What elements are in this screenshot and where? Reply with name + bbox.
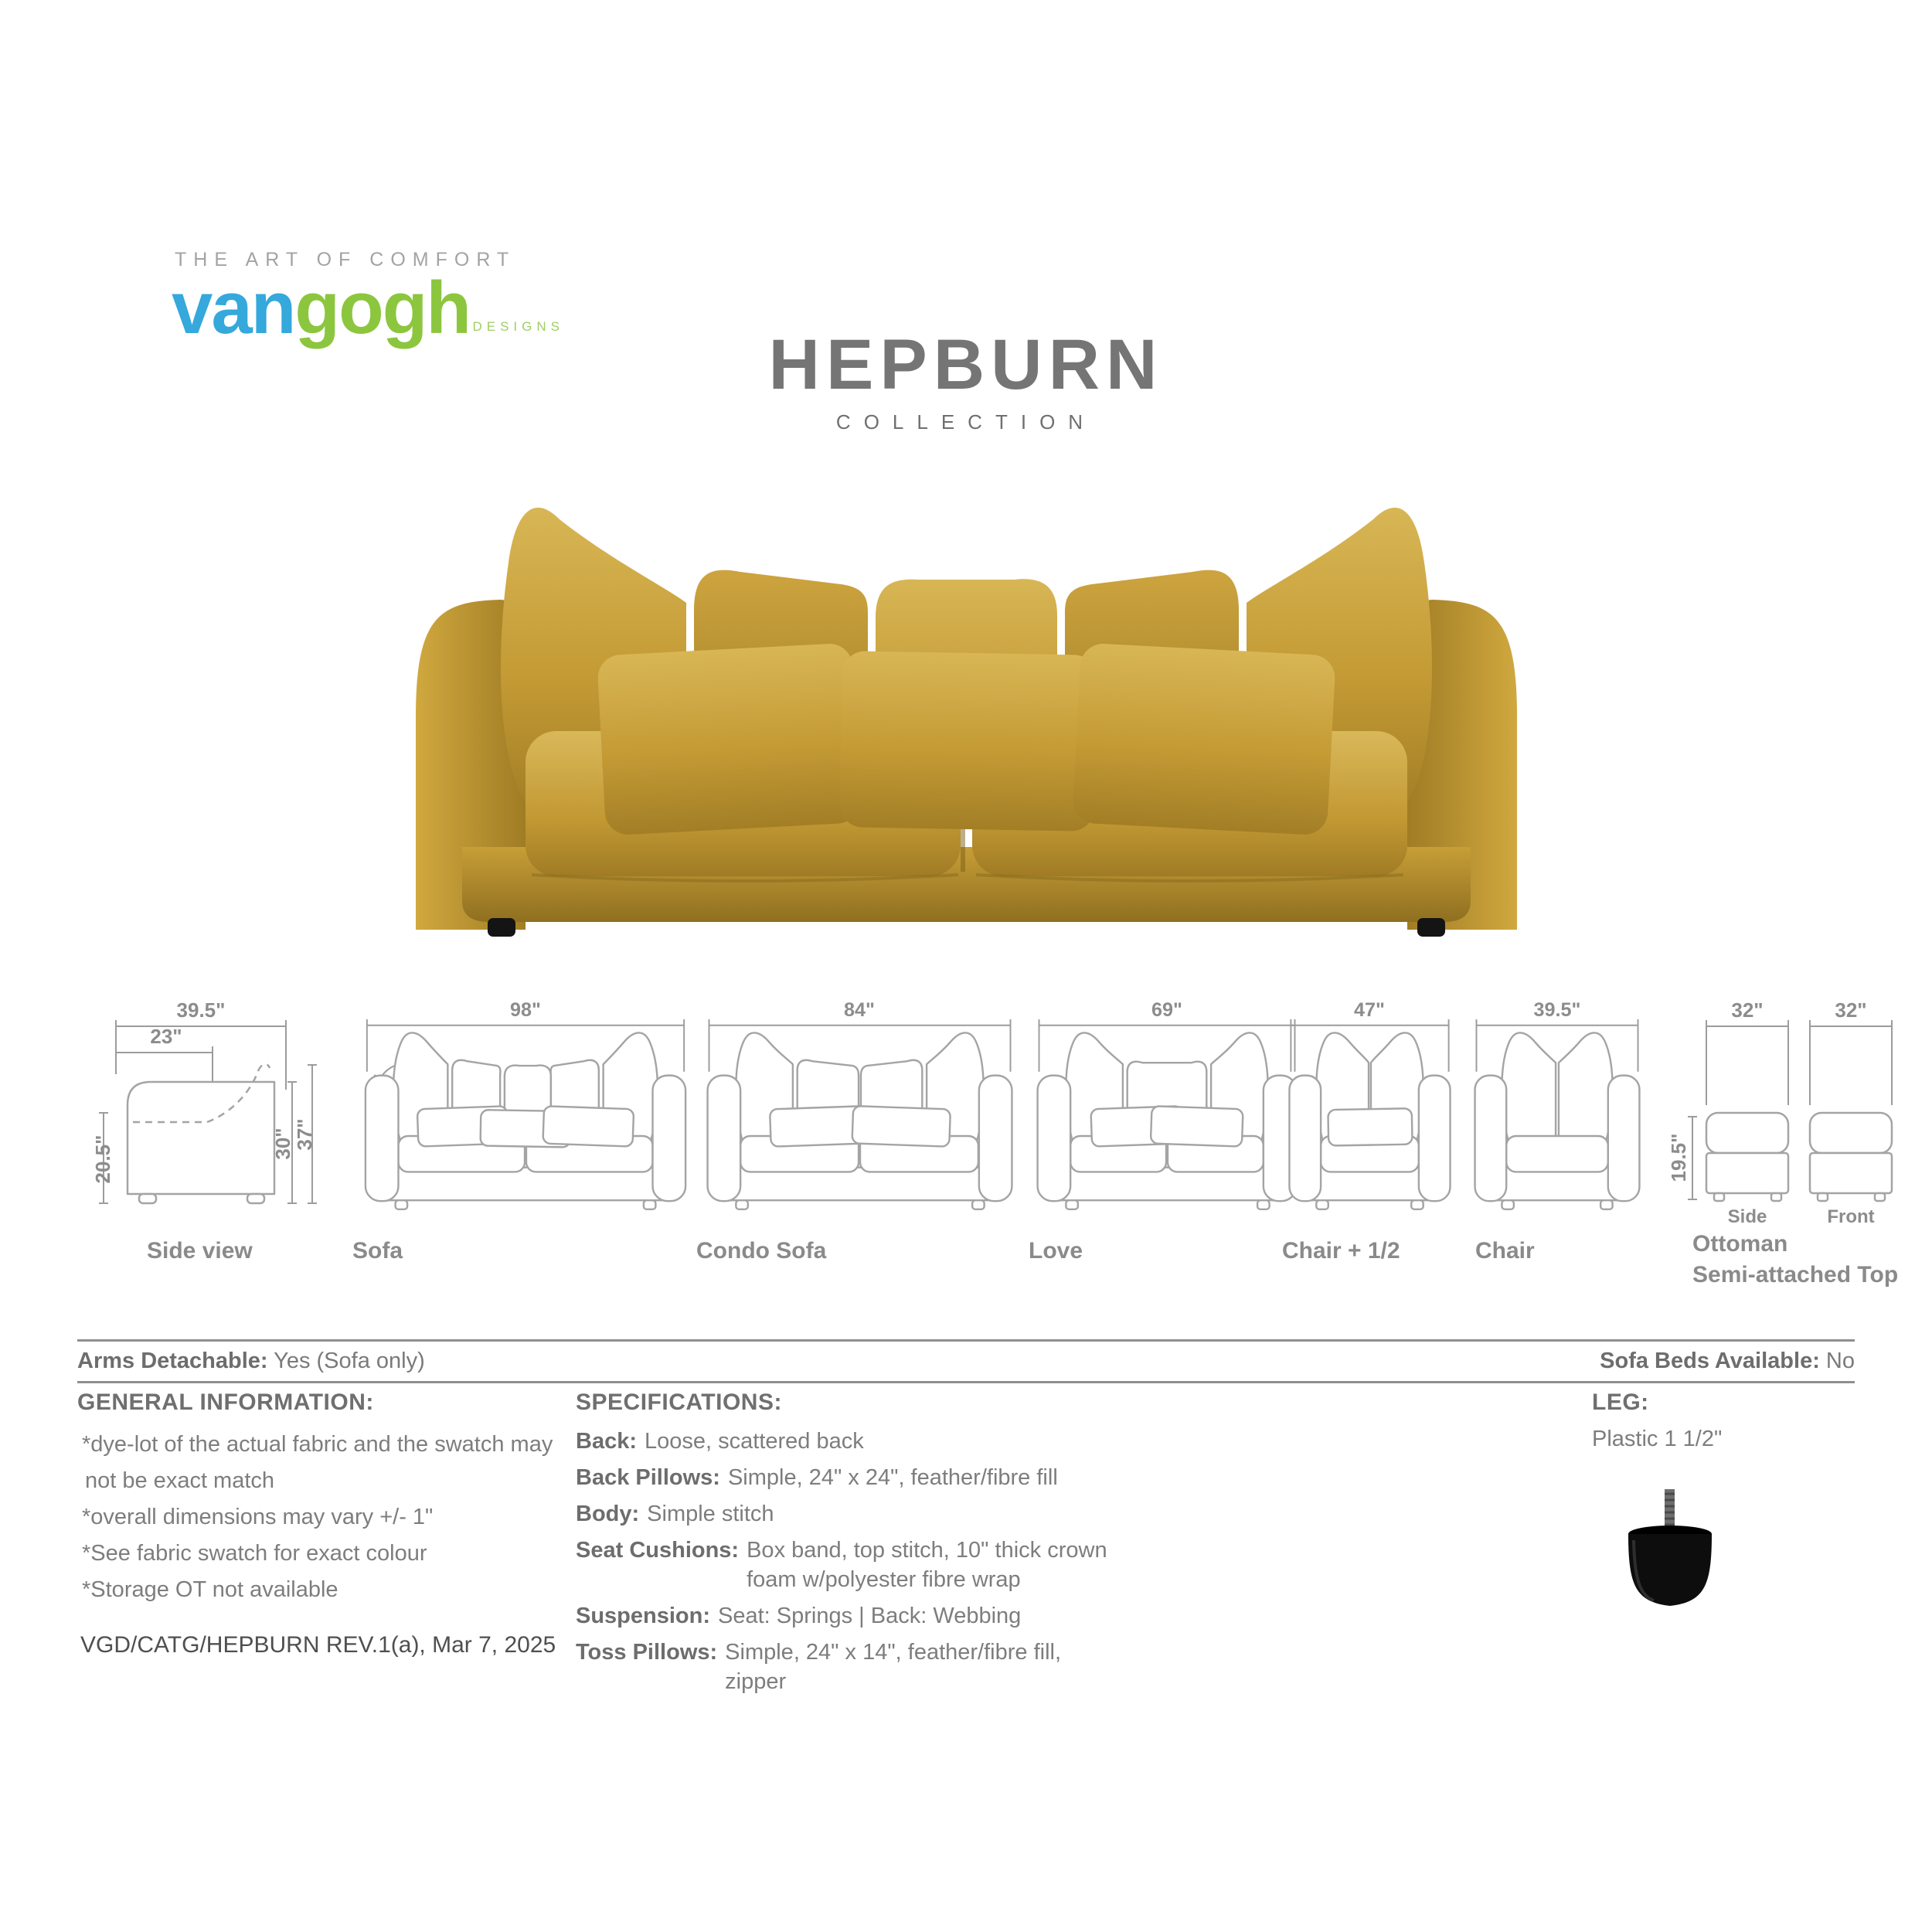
- drawing-side-view: [93, 997, 325, 1264]
- condo-sofa-lineart: [692, 997, 1028, 1229]
- plastic-leg-illustration: [1614, 1486, 1730, 1621]
- brand-name-gogh: gogh: [294, 267, 470, 349]
- furniture-label: Condo Sofa: [696, 1238, 827, 1264]
- dimension-label: 19.5": [1669, 1133, 1690, 1182]
- sofa-lineart: [348, 997, 703, 1229]
- dimension-label: 20.5": [93, 1134, 114, 1184]
- specifications-heading: SPECIFICATIONS:: [576, 1389, 782, 1415]
- chair-half-lineart: [1279, 997, 1461, 1229]
- specifications-list: [576, 1427, 1109, 1696]
- dimension-label: 23": [150, 1025, 182, 1048]
- sofa-beds-label: Sofa Beds Available:: [1600, 1349, 1820, 1373]
- sofa-beds-value: No: [1825, 1349, 1855, 1373]
- note: *overall dimensions may vary +/- 1": [82, 1505, 434, 1529]
- note: *Storage OT not available: [82, 1577, 338, 1602]
- ottoman-label-line1: Ottoman: [1692, 1231, 1788, 1257]
- spec-item: [576, 1499, 1109, 1529]
- general-information-heading: GENERAL INFORMATION:: [77, 1389, 374, 1415]
- dimension-drawings: [77, 997, 1917, 1306]
- leg-photo: [1614, 1486, 1870, 1625]
- spec-label: Toss Pillows:: [576, 1640, 718, 1665]
- arms-detachable-label: Arms Detachable:: [77, 1349, 268, 1373]
- dimension-label: 69": [1151, 999, 1182, 1022]
- spec-item: [576, 1638, 1109, 1696]
- leg-value: Plastic 1 1/2": [1592, 1427, 1723, 1451]
- brand-tagline: THE ART OF COMFORT: [175, 249, 516, 270]
- dimension-label: 37": [293, 1118, 316, 1151]
- spec-value: Seat: Springs | Back: Webbing: [718, 1604, 1022, 1628]
- spec-label: Body:: [576, 1502, 640, 1526]
- note: *See fabric swatch for exact colour: [82, 1541, 427, 1566]
- furniture-label: Chair: [1475, 1238, 1535, 1264]
- brand-name-van: van: [172, 267, 295, 349]
- furniture-label: Sofa: [352, 1238, 403, 1264]
- general-information-section: [77, 1389, 556, 1608]
- sofa-leg: [488, 918, 515, 937]
- sofa-beds: [1600, 1349, 1855, 1374]
- drawing-sofa: [348, 997, 703, 1264]
- spec-label: Suspension:: [576, 1604, 711, 1628]
- sofa-leg: [1417, 918, 1445, 937]
- specifications-section: [576, 1389, 1109, 1703]
- note: *dye-lot of the actual fabric and the swatch may not be exact match: [82, 1432, 553, 1493]
- brand-designs: DESIGNS: [472, 319, 564, 334]
- ottoman-lineart: [1669, 997, 1901, 1229]
- spec-item: [576, 1427, 1109, 1456]
- ottoman-label-line2: Semi-attached Top: [1692, 1262, 1899, 1287]
- dimension-label: 39.5": [176, 998, 226, 1022]
- spec-label: Back:: [576, 1429, 637, 1454]
- spec-value: Simple stitch: [647, 1502, 774, 1526]
- spec-value: Box band, top stitch, 10" thick crown foam w/polyester fibre wrap: [747, 1538, 1107, 1592]
- drawing-chair: [1464, 997, 1650, 1264]
- dimension-label: 47": [1354, 999, 1385, 1022]
- spec-label: Seat Cushions:: [576, 1538, 740, 1563]
- spec-item: [576, 1601, 1109, 1631]
- arms-detachable: [77, 1349, 425, 1374]
- page-title: HEPBURN: [768, 325, 1164, 404]
- spec-value: Loose, scattered back: [645, 1429, 864, 1454]
- drawing-love: [1024, 997, 1310, 1264]
- spec-value: Simple, 24" x 24", feather/fibre fill: [727, 1465, 1058, 1490]
- furniture-label: Chair + 1/2: [1282, 1238, 1400, 1264]
- drawing-chair-half: [1279, 997, 1461, 1264]
- spec-item: [576, 1536, 1109, 1594]
- drawing-ottoman: [1669, 997, 1901, 1287]
- dimension-label: 84": [844, 999, 875, 1022]
- dimension-label: 39.5": [1533, 999, 1581, 1022]
- dimension-label: 98": [510, 999, 541, 1022]
- sofa-photo: [408, 485, 1525, 940]
- dimension-label: 32": [1731, 998, 1764, 1022]
- dimension-label: 30": [271, 1128, 294, 1160]
- chair-lineart: [1464, 997, 1650, 1229]
- furniture-label: Love: [1029, 1238, 1083, 1264]
- side-view-lineart: [93, 997, 325, 1229]
- furniture-label: [1692, 1229, 1898, 1291]
- spec-item: [576, 1463, 1109, 1492]
- love-lineart: [1024, 997, 1310, 1229]
- leg-section: [1592, 1389, 1870, 1625]
- sofa-illustration: [408, 485, 1525, 940]
- dimension-label: 32": [1835, 998, 1867, 1022]
- revision-note: VGD/CATG/HEPBURN REV.1(a), Mar 7, 2025: [80, 1632, 556, 1658]
- view-label-side: Side: [1727, 1206, 1767, 1227]
- page-subtitle: COLLECTION: [835, 410, 1097, 434]
- general-information-notes: [77, 1427, 556, 1608]
- spec-value: Simple, 24" x 14", feather/fibre fill, zipper: [725, 1640, 1062, 1694]
- view-label-front: Front: [1827, 1206, 1875, 1227]
- arms-detachable-value: Yes (Sofa only): [274, 1349, 425, 1373]
- furniture-label: Side view: [147, 1238, 253, 1264]
- drawing-condo-sofa: [692, 997, 1028, 1264]
- spec-label: Back Pillows:: [576, 1465, 720, 1490]
- collection-header: [0, 325, 1932, 434]
- availability-bar: [77, 1339, 1855, 1383]
- leg-heading: LEG:: [1592, 1389, 1649, 1415]
